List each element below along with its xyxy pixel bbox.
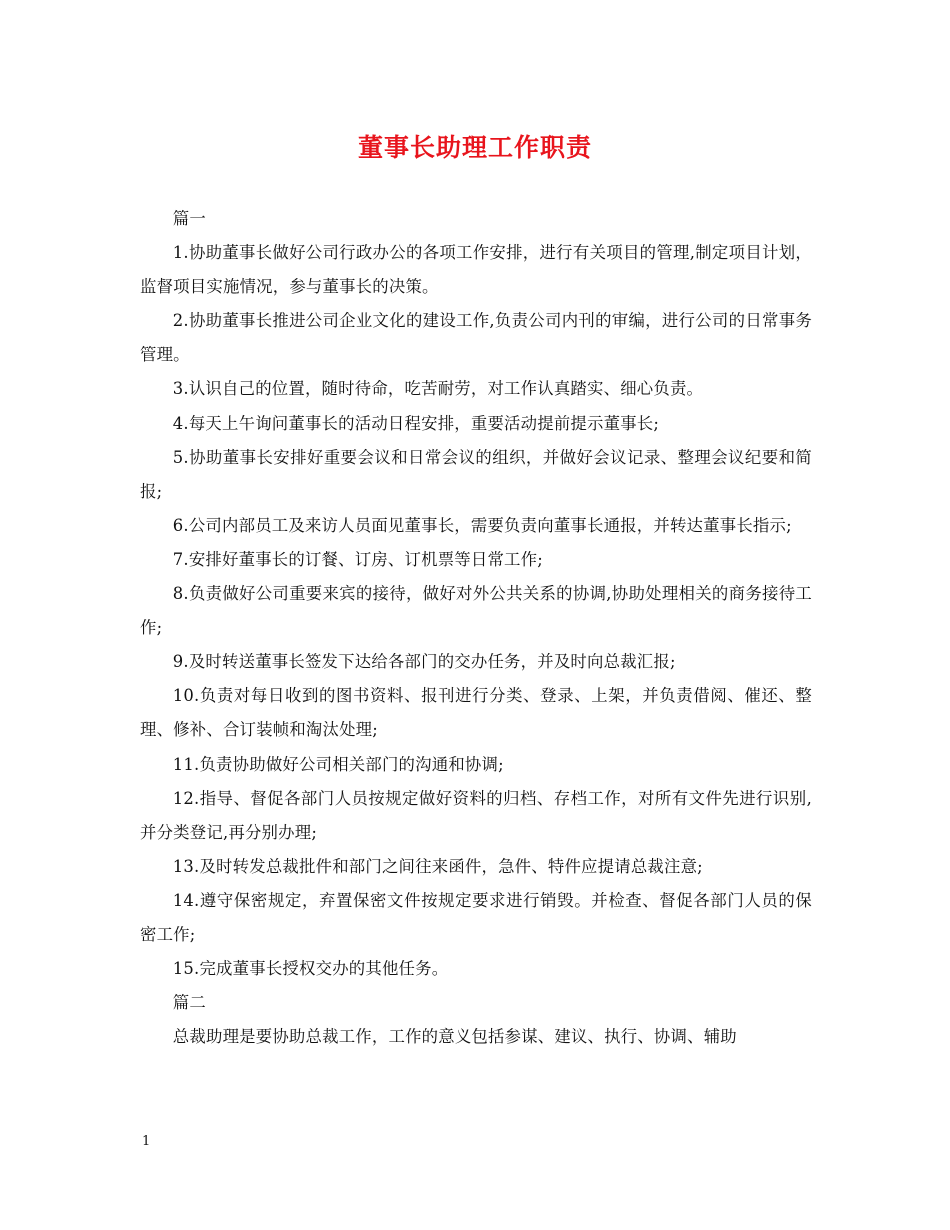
paragraph: 7.安排好董事长的订餐、订房、订机票等日常工作; <box>172 549 543 569</box>
paragraph: 篇一 <box>172 209 206 228</box>
paragraph: 8.负责做好公司重要来宾的接待，做好对外公共关系的协调,协助处理相关的商务接待工作; <box>140 584 812 638</box>
paragraph: 3.认识自己的位置，随时待命，吃苦耐劳，对工作认真踏实、细心负责。 <box>172 379 704 399</box>
paragraph: 10.负责对每日收到的图书资料、报刊进行分类、登录、上架，并负责借阅、催还、整理、修补、合订装帧和淘汰处理; <box>140 686 812 740</box>
paragraph: 13.及时转发总裁批件和部门之间往来函件，急件、特件应提请总裁注意; <box>172 856 703 876</box>
paragraph: 2.协助董事长推进公司企业文化的建设工作,负责公司内刊的审编，进行公司的日常事务管理。 <box>140 311 812 365</box>
page-number: 1 <box>142 1134 151 1149</box>
paragraph: 11.负责协助做好公司相关部门的沟通和协调; <box>172 754 504 774</box>
paragraph: 9.及时转送董事长签发下达给各部门的交办任务，并及时向总裁汇报; <box>172 652 676 672</box>
paragraph: 1.协助董事长做好公司行政办公的各项工作安排，进行有关项目的管理,制定项目计划，监督项目实施情况，参与董事长的决策。 <box>140 243 812 297</box>
paragraph: 5.协助董事长安排好重要会议和日常会议的组织，并做好会议记录、整理会议纪要和简报; <box>140 447 812 501</box>
paragraph: 14.遵守保密规定，弃置保密文件按规定要求进行销毁。并检查、督促各部门人员的保密工作; <box>140 890 812 944</box>
paragraph: 15.完成董事长授权交办的其他任务。 <box>172 959 449 979</box>
paragraph: 篇二 <box>172 993 206 1013</box>
paragraph: 12.指导、督促各部门人员按规定做好资料的归档、存档工作，对所有文件先进行识别,并分类登记,再分别办理; <box>140 788 812 842</box>
paragraph: 总裁助理是要协助总裁工作，工作的意义包括参谋、建议、执行、协调、辅助 <box>172 1027 737 1047</box>
paragraph: 4.每天上午询问董事长的活动日程安排，重要活动提前提示董事长; <box>172 413 660 433</box>
document-body <box>140 202 812 1054</box>
document-title: 董事长助理工作职责 <box>357 133 592 162</box>
paragraph: 6.公司内部员工及来访人员面见董事长，需要负责向董事长通报，并转达董事长指示; <box>172 515 792 535</box>
